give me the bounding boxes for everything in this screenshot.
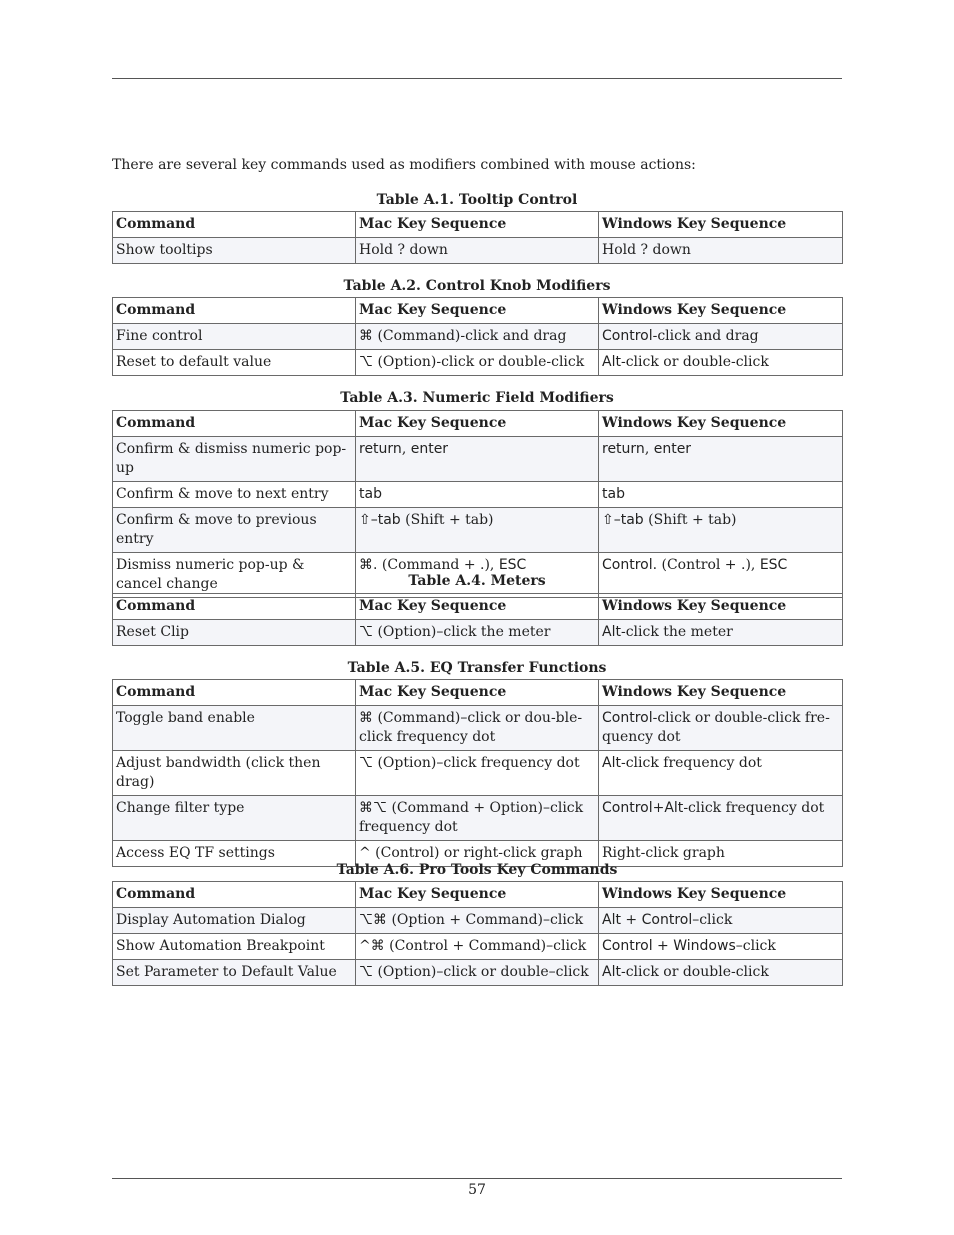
key-text: ⌥ (Option)–click or double–click: [359, 964, 589, 980]
eq-transfer-table: [112, 679, 843, 867]
meters-table: [112, 593, 843, 646]
mac-key-cell: [356, 508, 599, 553]
mac-key-cell: [356, 960, 599, 986]
command-cell: Dismiss numeric pop-up & cancel change: [113, 553, 356, 598]
table-row: [113, 508, 843, 553]
key-text: Hold ? down: [359, 242, 448, 258]
table-title: Table A.4. Meters: [408, 573, 546, 589]
tooltip-control-table: [112, 211, 843, 264]
numeric-field-table: [112, 410, 843, 598]
key-name: return: [359, 441, 402, 457]
table-title: Table A.2. Control Knob Modifiers: [343, 278, 611, 294]
column-header: Windows Key Sequence: [599, 411, 843, 437]
key-text: ,: [644, 441, 654, 457]
column-header: Command: [113, 212, 356, 238]
column-header: Command: [113, 411, 356, 437]
key-text: (Shift + tab): [400, 512, 494, 528]
command-cell: Confirm & move to previous entry: [113, 508, 356, 553]
table-row: [113, 238, 843, 264]
table-row: [113, 706, 843, 751]
windows-key-cell: [599, 620, 843, 646]
key-text: –click: [692, 912, 733, 928]
windows-key-cell: [599, 751, 843, 796]
key-text: ⌥ (Option)–click frequency dot: [359, 755, 580, 771]
key-name: Alt: [602, 755, 621, 771]
pro-tools-table: [112, 881, 843, 986]
key-text: +: [620, 912, 642, 928]
column-header: Mac Key Sequence: [356, 212, 599, 238]
key-text: (Shift + tab): [643, 512, 737, 528]
windows-key-cell: [599, 908, 843, 934]
key-name: Alt: [602, 624, 621, 640]
key-text: ⌥⌘ (Option + Command)–click: [359, 912, 584, 928]
mac-key-cell: [356, 324, 599, 350]
mac-key-cell: [356, 482, 599, 508]
key-name: tab: [602, 486, 625, 502]
key-name: Control: [641, 912, 693, 928]
table-row: [113, 437, 843, 482]
key-text: +: [652, 800, 665, 816]
windows-key-cell: [599, 350, 843, 376]
windows-key-cell: [599, 324, 843, 350]
windows-key-cell: [599, 482, 843, 508]
command-cell: Toggle band enable: [113, 706, 356, 751]
command-cell: Reset to default value: [113, 350, 356, 376]
key-text: ⌥ (Option)-click or double-click: [359, 354, 585, 370]
windows-key-cell: [599, 437, 843, 482]
key-text: -click or double-click fre-quency dot: [602, 710, 830, 745]
mac-key-cell: [356, 908, 599, 934]
table-title: Table A.5. EQ Transfer Functions: [347, 660, 607, 676]
key-name: Control: [602, 800, 653, 816]
key-name: Control: [602, 710, 653, 726]
command-cell: Adjust bandwidth (click then drag): [113, 751, 356, 796]
key-name: Alt: [602, 964, 621, 980]
column-header: Windows Key Sequence: [599, 298, 843, 324]
command-cell: Confirm & move to next entry: [113, 482, 356, 508]
column-header: Mac Key Sequence: [356, 680, 599, 706]
footer-rule: [112, 1178, 842, 1179]
key-name: Control: [602, 938, 653, 954]
table-row: [113, 620, 843, 646]
windows-key-cell: [599, 960, 843, 986]
key-text: (Control + .),: [657, 557, 760, 573]
key-text: ⌘ (Command)–click or dou-ble-click frequency dot: [359, 710, 583, 745]
key-text: ,: [401, 441, 411, 457]
key-name: tab: [359, 486, 382, 502]
mac-key-cell: [356, 751, 599, 796]
command-cell: Set Parameter to Default Value: [113, 960, 356, 986]
key-name: ESC: [498, 557, 527, 573]
key-text: -click frequency dot: [620, 755, 762, 771]
command-cell: Confirm & dismiss numeric pop-up: [113, 437, 356, 482]
mac-key-cell: [356, 706, 599, 751]
key-text: ⌥ (Option)–click the meter: [359, 624, 551, 640]
page-number: 57: [468, 1182, 486, 1198]
command-cell: Show Automation Breakpoint: [113, 934, 356, 960]
key-text: -click or double-click: [620, 354, 769, 370]
intro-paragraph: There are several key commands used as modifiers combined with mouse actions:: [112, 157, 696, 173]
mac-key-cell: [356, 350, 599, 376]
command-cell: Display Automation Dialog: [113, 908, 356, 934]
key-name: enter: [410, 441, 449, 457]
key-text: -click or double-click: [620, 964, 769, 980]
key-text: -click the meter: [620, 624, 733, 640]
table-title: Table A.1. Tooltip Control: [376, 192, 578, 208]
table-row: [113, 796, 843, 841]
key-name: ⇧–tab: [359, 512, 401, 528]
table-row: [113, 482, 843, 508]
key-text: Right-click graph: [602, 845, 725, 861]
table-row: [113, 751, 843, 796]
key-name: Control: [602, 328, 653, 344]
key-name: Alt: [664, 800, 684, 816]
command-cell: Reset Clip: [113, 620, 356, 646]
table-row: [113, 934, 843, 960]
mac-key-cell: [356, 796, 599, 841]
key-text: -click and drag: [652, 328, 759, 344]
table-title: Table A.6. Pro Tools Key Commands: [336, 862, 618, 878]
command-cell: Access EQ TF settings: [113, 841, 356, 867]
key-text: ^ (Control) or right-click graph: [359, 845, 583, 861]
column-header: Mac Key Sequence: [356, 298, 599, 324]
mac-key-cell: [356, 620, 599, 646]
column-header: Windows Key Sequence: [599, 680, 843, 706]
column-header: Mac Key Sequence: [356, 882, 599, 908]
key-name: enter: [653, 441, 692, 457]
windows-key-cell: [599, 934, 843, 960]
key-name: Alt: [602, 912, 621, 928]
key-name: ESC: [759, 557, 788, 573]
command-cell: Show tooltips: [113, 238, 356, 264]
table-row: [113, 324, 843, 350]
table-title: Table A.3. Numeric Field Modifiers: [340, 390, 614, 406]
windows-key-cell: [599, 238, 843, 264]
windows-key-cell: [599, 706, 843, 751]
windows-key-cell: [599, 796, 843, 841]
key-text: ⌘ (Command)-click and drag: [359, 328, 567, 344]
key-text: +: [652, 938, 674, 954]
column-header: Windows Key Sequence: [599, 882, 843, 908]
key-text: -click frequency dot: [683, 800, 825, 816]
key-name: Windows: [673, 938, 736, 954]
key-name: Alt: [602, 354, 621, 370]
key-name: ⇧–tab: [602, 512, 644, 528]
key-name: ⌘.: [359, 557, 378, 573]
column-header: Command: [113, 882, 356, 908]
windows-key-cell: [599, 508, 843, 553]
command-cell: Fine control: [113, 324, 356, 350]
table-row: [113, 960, 843, 986]
key-text: Hold ? down: [602, 242, 691, 258]
column-header: Windows Key Sequence: [599, 212, 843, 238]
column-header: Windows Key Sequence: [599, 594, 843, 620]
key-text: ⌘⌥ (Command + Option)–click frequency dot: [359, 800, 584, 835]
key-text: (Command + .),: [377, 557, 499, 573]
column-header: Command: [113, 594, 356, 620]
table-row: [113, 350, 843, 376]
key-text: –click: [735, 938, 776, 954]
command-cell: Change filter type: [113, 796, 356, 841]
column-header: Command: [113, 298, 356, 324]
column-header: Command: [113, 680, 356, 706]
header-rule: [112, 78, 842, 79]
column-header: Mac Key Sequence: [356, 594, 599, 620]
mac-key-cell: [356, 437, 599, 482]
mac-key-cell: [356, 238, 599, 264]
control-knob-table: [112, 297, 843, 376]
column-header: Mac Key Sequence: [356, 411, 599, 437]
key-name: return: [602, 441, 645, 457]
table-row: [113, 908, 843, 934]
mac-key-cell: [356, 934, 599, 960]
key-name: Control.: [602, 557, 658, 573]
key-text: ^⌘ (Control + Command)–click: [359, 938, 587, 954]
